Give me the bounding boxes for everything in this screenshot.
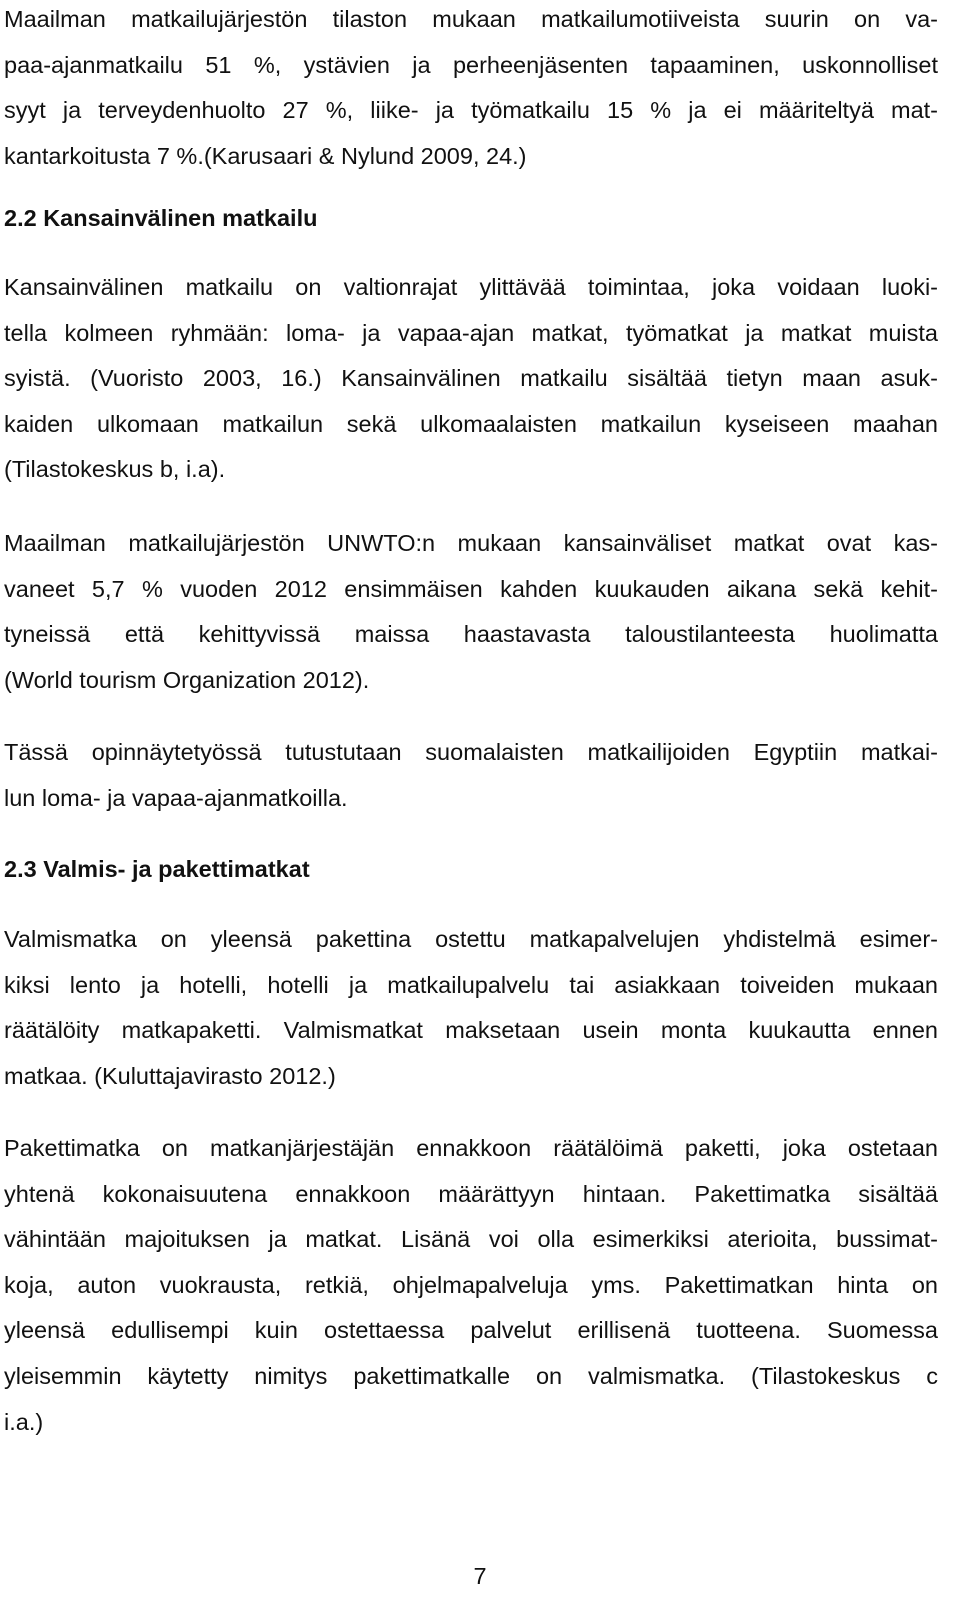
- section-2-3-paragraph-2: [4, 1126, 938, 1445]
- section-2-3-paragraph-1: [4, 917, 938, 1099]
- paragraph-line: tella kolmeen ryhmään: loma- ja vapaa-ajan matkat, työmatkat ja matkat muista: [4, 319, 938, 346]
- page-number: 7: [473, 1563, 487, 1589]
- paragraph-line: yleensä edullisempi kuin ostettaessa palvelut erillisenä tuotteena. Suomessa: [4, 1317, 938, 1344]
- paragraph-line: (World tourism Organization 2012).: [4, 666, 370, 693]
- paragraph-line: lun loma- ja vapaa-ajanmatkoilla.: [4, 784, 348, 811]
- paragraph-line: Maailman matkailujärjestön UNWTO:n mukaan kansainväliset matkat ovat kas-: [4, 530, 938, 556]
- paragraph-line: syyt ja terveydenhuolto 27 %, liike- ja työmatkailu 15 % ja ei määriteltyä mat-: [4, 97, 938, 124]
- paragraph-line: vähintään majoituksen ja matkat. Lisänä voi olla esimerkiksi aterioita, bussimat-: [4, 1226, 938, 1253]
- paragraph-line: (Tilastokeskus b, i.a).: [4, 456, 226, 483]
- section-2-2-paragraph-1: [4, 265, 938, 493]
- section-2-2-paragraph-3: [4, 730, 938, 821]
- paragraph-line: Maailman matkailujärjestön tilaston mukaan matkailumotiiveista suurin on va-: [4, 6, 938, 32]
- paragraph-line: Pakettimatka on matkanjärjestäjän ennakkoon räätälöimä paketti, joka ostetaan: [4, 1135, 938, 1161]
- paragraph-line: matkaa. (Kuluttajavirasto 2012.): [4, 1062, 336, 1089]
- paragraph-line: yleisemmin käytetty nimitys pakettimatkalle on valmismatka. (Tilastokeskus c: [4, 1362, 938, 1389]
- section-heading-2-3: 2.3 Valmis- ja pakettimatkat: [4, 856, 310, 882]
- paragraph-line: koja, auton vuokrausta, retkiä, ohjelmapalveluja yms. Pakettimatkan hinta on: [4, 1271, 938, 1298]
- section-heading-2-2: 2.2 Kansainvälinen matkailu: [4, 205, 318, 231]
- section-2-2-paragraph-2: [4, 521, 938, 703]
- paragraph-line: Tässä opinnäytetyössä tutustutaan suomalaisten matkailijoiden Egyptiin matkai-: [4, 739, 938, 765]
- paragraph-line: i.a.): [4, 1408, 44, 1435]
- intro-paragraph: [4, 0, 938, 179]
- paragraph-line: kiksi lento ja hotelli, hotelli ja matkailupalvelu tai asiakkaan toiveiden mukaan: [4, 971, 938, 998]
- paragraph-line: yhtenä kokonaisuutena ennakkoon määrättyyn hintaan. Pakettimatka sisältää: [4, 1180, 938, 1207]
- paragraph-line: Kansainvälinen matkailu on valtionrajat ylittävää toimintaa, joka voidaan luoki-: [4, 274, 938, 300]
- paragraph-line: vaneet 5,7 % vuoden 2012 ensimmäisen kahden kuukauden aikana sekä kehit-: [4, 575, 938, 602]
- paragraph-line: kaiden ulkomaan matkailun sekä ulkomaalaisten matkailun kyseiseen maahan: [4, 410, 938, 437]
- paragraph-line: paa-ajanmatkailu 51 %, ystävien ja perheenjäsenten tapaaminen, uskonnolliset: [4, 51, 938, 78]
- paragraph-line: tyneissä että kehittyvissä maissa haastavasta taloustilanteesta huolimatta: [4, 621, 938, 648]
- paragraph-line: räätälöity matkapaketti. Valmismatkat maksetaan usein monta kuukautta ennen: [4, 1017, 938, 1044]
- paragraph-line: kantarkoitusta 7 %.(Karusaari & Nylund 2009, 24.): [4, 142, 527, 169]
- paragraph-line: syistä. (Vuoristo 2003, 16.) Kansainvälinen matkailu sisältää tietyn maan asuk-: [4, 365, 938, 392]
- paragraph-line: Valmismatka on yleensä pakettina ostettu matkapalvelujen yhdistelmä esimer-: [4, 926, 938, 952]
